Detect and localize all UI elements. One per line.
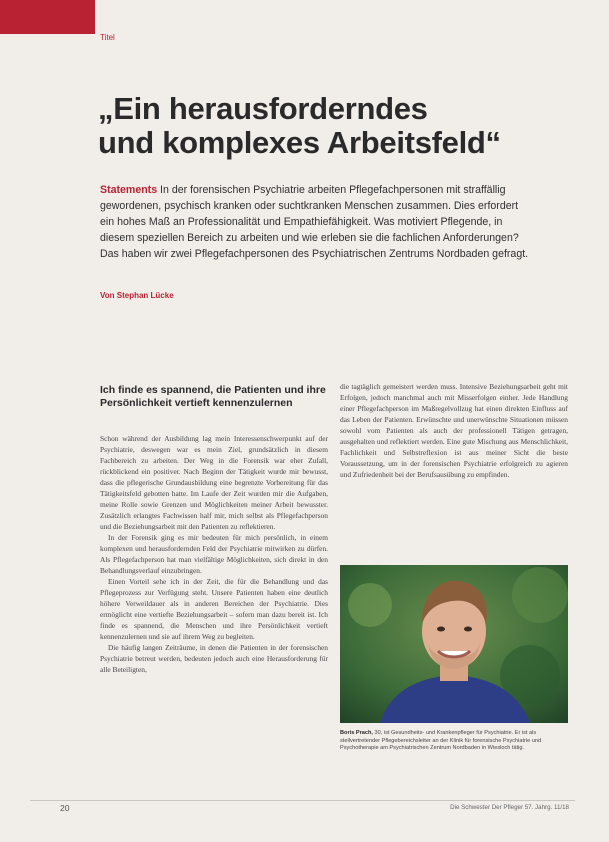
headline-line-1: „Ein herausforderndes xyxy=(98,91,428,126)
body-paragraph: Die häufig langen Zeiträume, in denen die Patienten in der forensischen Psychiatrie betreut werden, bedeuten jedoch auch eine Herausforderung für alle Beteiligten, xyxy=(100,643,328,674)
lead-kicker: Statements xyxy=(100,184,158,196)
body-paragraph: Schon während der Ausbildung lag mein Interessenschwerpunkt auf der Psychiatrie, deswegen war es mein Ziel, grundsätzlich in diesem Fachbereich zu arbeiten. Der Weg in die Forensik war eher Zufall, rückblickend ein positiver. Nach Beginn der Tätigkeit wurde mir bewusst, dass die pflegerische Grundausbildung eine begrenzte Vorbereitung für das Tätigkeitsfeld gebotten hatte. Im Laufe der Zeit wurden mir die Aufgaben, meine Rolle sowie Grenzen und Möglichkeiten meiner Arbeit bewusster. Zusätzlich erlangtes Fachwissen half mir, mich selbst als Pflegefachperson und die Beziehungsarbeit mit den Patienten zu reflektieren. xyxy=(100,434,328,531)
caption-name: Boris Prach, xyxy=(340,730,373,736)
section-color-tab xyxy=(0,0,95,34)
statement-subhead: Ich finde es spannend, die Patienten und ihre Persönlichkeit vertieft kennenzulernen xyxy=(100,384,326,409)
footer-divider xyxy=(30,800,575,801)
body-paragraph: In der Forensik ging es mir bedeuten für mich persönlich, in einem komplexen und herausfordernden Feld der Psychiatrie mitwirken zu dürfen. Als Pflegefachperson hat man vielfältige Möglichkeiten, sich direkt in den Behandlungsverlauf einzubringen. xyxy=(100,533,328,575)
portrait-photo xyxy=(340,565,568,723)
section-label: Titel xyxy=(100,33,115,42)
lead-text: In der forensischen Psychiatrie arbeiten Pflegefachpersonen mit straffällig gewordenen, psychisch kranken oder suchtkranken Menschen zusammen. Dies erfordert ein hohes Maß an Professionalität und Empathiefähigkeit. Was motiviert Pflegende, in diesem speziellen Bereich zu arbeiten und wie erleben sie die fachlichen Anforderungen? Das haben wir zwei Pflegefachpersonen des Psychiatrischen Zentrums Nordbaden gefragt. xyxy=(100,184,529,260)
byline: Von Stephan Lücke xyxy=(100,291,174,300)
magazine-footer: Die Schwester Der Pfleger 57. Jahrg. 11/18 xyxy=(450,804,569,811)
lead-paragraph xyxy=(100,183,532,263)
photo-credit-strip xyxy=(572,628,580,718)
body-column-right xyxy=(340,381,568,480)
headline xyxy=(98,92,568,160)
body-column-left xyxy=(100,433,328,675)
body-paragraph: Einen Vorteil sehe ich in der Zeit, die für die Behandlung und das Pflegeprozess zur Verfügung steht. Unsere Patienten haben eine deutlich höhere Verweildauer als in anderen Bereichen der Psychiatrie. Dies ermöglicht eine vertiefte Beziehungsarbeit – sofern man dazu bereit ist. Ich finde es spannend, die Menschen und ihre Persönlichkeit vertieft kennenzulernen und sie auf ihrem Weg zu begleiten. xyxy=(100,577,328,641)
portrait-illustration xyxy=(340,565,568,723)
caption-text: 30, ist Gesundheits- und Krankenpfleger für Psychiatrie. Er ist als stellvertretender Pflegebereichsleiter an der Klinik für forensische Psychiatrie und Psychotherapie am Psychiatrischen Zentrum Nordbaden in Wiesloch tätig. xyxy=(340,730,542,752)
headline-line-2: und komplexes Arbeitsfeld“ xyxy=(98,125,501,160)
page-number: 20 xyxy=(60,803,70,813)
photo-caption xyxy=(340,730,570,753)
body-paragraph: die tagtäglich gemeistert werden muss. Intensive Beziehungsarbeit geht mit Erfolgen, jedoch manchmal auch mit Misserfolgen einher. Jede Handlung einer Pflegefachperson im Maßregelvollzug hat einen direkten Einfluss auf das Leben der Patienten. Erwünschte und unerwünschte Situationen müssen sowohl vom Patienten als auch der professionell Tätigen getragen, ausgehalten und reflektiert werden. Eine gute Mischung aus Menschlichkeit, Fachlichkeit und Selbstreflexion ist aus meiner Sicht die beste Voraussetzung, um in der forensischen Psychiatrie erfolgreich zu agieren und Zufriedenheit bei der Berufsausübung zu empfinden. xyxy=(340,382,568,479)
